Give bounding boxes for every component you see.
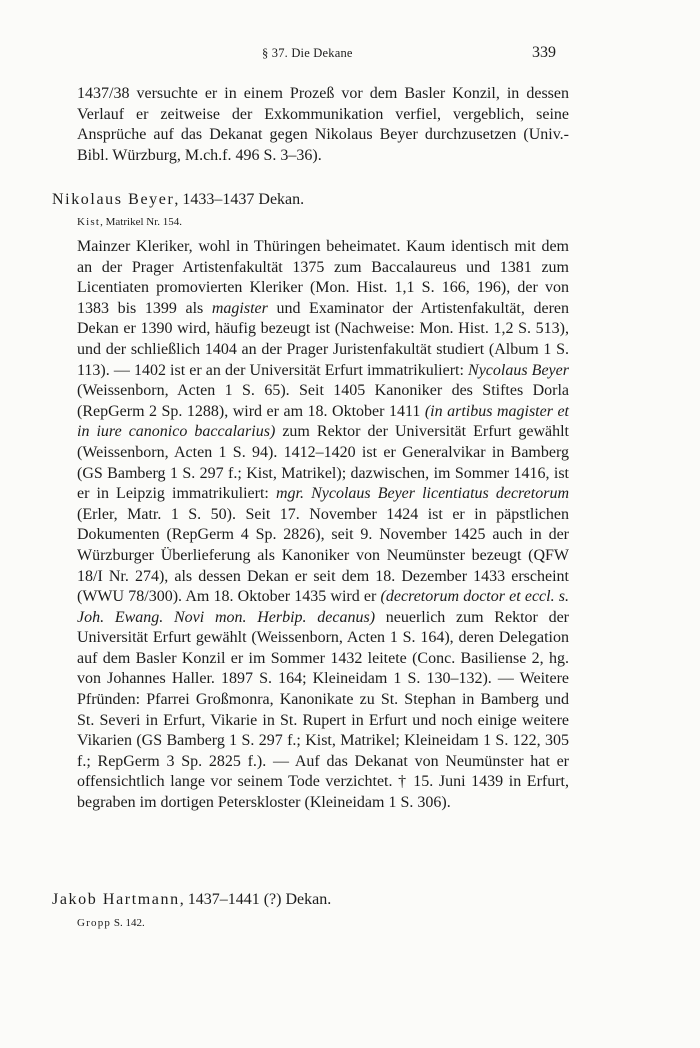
body-text: zum Rektor der Universität Erfurt gewählt (Weissenborn, Acten 1 S. 94). 1412–1420 ist er Generalvikar in Bamberg (GS Bamberg 1 S. 297 f.; Kist, Matrikel); dazwischen, im Sommer 1416, ist er in Leipzig immatrikuliert: — [77, 423, 570, 503]
source-author: Kist — [77, 216, 101, 228]
entry-body-nikolaus-beyer — [77, 237, 569, 814]
body-text: Mainzer Kleriker, wohl in Thüringen beheimatet. Kaum identisch mit dem an der Prager Artistenfakultät 1375 zum Baccalaureus und 1381 zum Licentiaten promovierten Kleriker (Mon. Hist. 1,1 S. 166, 196), der von 1383 bis 1399 als — [77, 238, 569, 317]
continuation-paragraph: 1437/38 versuchte er in einem Prozeß vor dem Basler Konzil, in dessen Verlauf er zeitweise der Exkommunikation verfiel, vergeblich, seine Ansprüche auf das Dekanat gegen Nikolaus Beyer durchzusetzen (Univ.-Bibl. Würzburg, M.ch.f. 496 S. 3–36). — [77, 85, 569, 164]
italic-quotation: (in artibus magister et in iure canonico baccalarius) — [77, 402, 569, 441]
running-head-title: § 37. Die Dekane — [262, 46, 353, 60]
source-detail: S. 142. — [111, 917, 145, 929]
entry-name: Jakob Hartmann — [52, 891, 180, 908]
entry-source-reference — [77, 215, 182, 229]
body-text: (Erler, Matr. 1 S. 50). Seit 17. November 1424 ist er in päpstlichen Dokumenten (RepGerm 4 Sp. 2826), seit 9. November 1425 auch in der Würzburger Überlieferung als Kanoniker von Neumünster bezeugt (QFW 18/I Nr. 274), als dessen Dekan er seit dem 18. Dezember 1433 erscheint (WWU 78/300). Am 18. Oktober 1435 wird er — [77, 505, 569, 606]
entry-dates: , 1437–1441 (?) Dekan. — [179, 891, 332, 908]
entry-heading-jakob-hartmann — [52, 890, 331, 910]
italic-quotation: mgr. Nycolaus Beyer licentiatus decretorum — [275, 485, 569, 503]
entry-name: Nikolaus Beyer — [52, 191, 175, 208]
page-number: 339 — [532, 44, 556, 61]
italic-quotation: magister — [211, 299, 268, 317]
entry-dates: , 1433–1437 Dekan. — [174, 191, 305, 208]
body-text: und Examinator der Artistenfakultät, deren Dekan er 1390 wird, häufig bezeugt ist (Nachweise: Mon. Hist. 1,2 S. 513), und der schließlich 1404 an der Prager Juristenfakultät studiert (Album 1 S. 113). — 1402 ist er an der Universität Erfurt immatrikuliert: — [77, 299, 569, 379]
body-text: (Weissenborn, Acten 1 S. 65). Seit 1405 Kanoniker des Stiftes Dorla (RepGerm 2 Sp. 1288), wird er am 18. Oktober 1411 — [77, 382, 569, 420]
entry-heading-nikolaus-beyer — [52, 190, 304, 210]
italic-quotation: Nycolaus Beyer — [468, 361, 569, 379]
source-detail: , Matrikel Nr. 154. — [100, 216, 183, 228]
source-author: Gropp — [77, 917, 112, 929]
running-head — [0, 44, 700, 66]
italic-quotation: (decretorum doctor et eccl. s. Joh. Ewang. Novi mon. Herbip. decanus) — [77, 588, 569, 626]
body-text: neuerlich zum Rektor der Universität Erfurt gewählt (Weissenborn, Acten 1 S. 164), deren Delegation auf dem Basler Konzil er im Sommer 1432 leitete (Conc. Basiliense 2, hg. von Johannes Haller. 1897 S. 164; Kleineidam 1 S. 130–132). — Weitere Pfründen: Pfarrei Großmonra, Kanonikate zu St. Stephan in Bamberg und St. Severi in Erfurt, Vikarie in St. Rupert in Erfurt und noch einige weitere Vikarien (GS Bamberg 1 S. 297 f.; Kist, Matrikel; Kleineidam 1 S. 122, 305 f.; RepGerm 3 Sp. 2825 f.). — Auf das Dekanat von Neumünster hat er offensichtlich lange vor seinem Tode verzichtet. † 15. Juni 1439 in Erfurt, begraben im dortigen Peterskloster (Kleineidam 1 S. 306). — [77, 608, 570, 812]
entry-source-reference — [77, 916, 145, 930]
